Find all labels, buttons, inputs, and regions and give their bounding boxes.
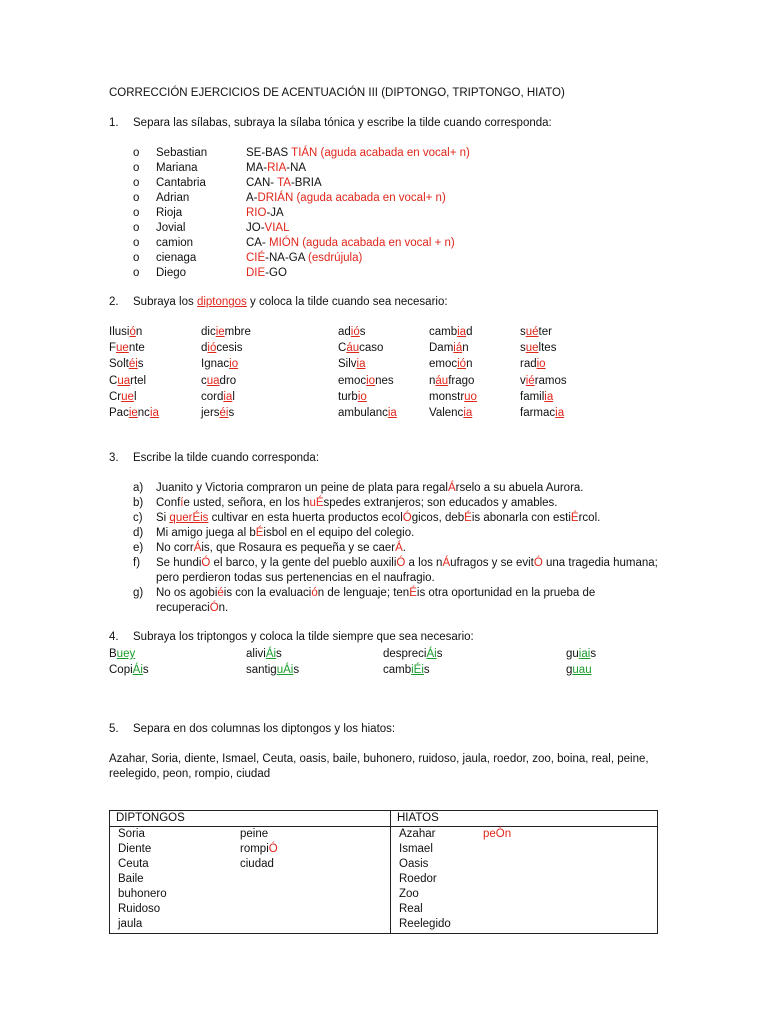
text-fragment: Valenc — [429, 407, 464, 419]
text-fragment: ciudad — [240, 858, 274, 870]
table-word: jaula — [118, 918, 143, 930]
table-word: Soria — [118, 828, 145, 840]
ex3-sentence — [156, 511, 600, 526]
ex2-word — [429, 341, 469, 356]
table-word: Ismael — [399, 843, 433, 855]
ex3-sentence — [156, 496, 558, 511]
ex1-syllables — [246, 176, 322, 191]
text-fragment: rad — [520, 358, 537, 371]
text-fragment: peine — [240, 828, 269, 840]
ex3-item-label: f) — [133, 557, 141, 569]
highlighted-fragment: Ái — [265, 648, 277, 660]
highlighted-fragment: uau — [572, 664, 592, 676]
highlighted-fragment: ue — [121, 390, 134, 403]
ex3-sentence — [156, 556, 658, 571]
ex1-word: Jovial — [156, 222, 186, 234]
highlighted-fragment: ia — [463, 407, 473, 419]
bullet-marker: o — [133, 237, 140, 249]
highlighted-fragment: ue — [116, 342, 129, 355]
highlighted-fragment: Ó — [268, 843, 278, 855]
ex2-word — [201, 406, 234, 421]
ex1-syllables — [246, 251, 362, 266]
ex4-word — [246, 647, 282, 662]
text-fragment: l — [232, 390, 235, 403]
text-fragment: pero perdieron todas sus pertenencias en el naufragio. — [156, 572, 435, 584]
highlighted-fragment: ió — [350, 326, 360, 338]
ex2-word — [520, 374, 567, 389]
text-fragment: s — [142, 664, 149, 676]
highlighted-fragment: uey — [116, 648, 136, 660]
text-fragment: isbol en el equipo del colegio. — [263, 527, 415, 539]
text-fragment: camb — [383, 664, 412, 676]
highlighted-fragment: TIÁN (aguda acabada en vocal+ n) — [291, 147, 470, 159]
ex1-syllables — [246, 266, 287, 281]
text-fragment: n — [466, 358, 473, 371]
ex3-sentence — [156, 541, 406, 556]
highlighted-fragment: peÓn — [483, 828, 512, 840]
ex2-word — [201, 357, 238, 372]
text-fragment: cord — [201, 390, 224, 403]
text-fragment: n — [462, 342, 469, 355]
highlighted-fragment: ia — [223, 390, 233, 403]
text-fragment: -NA — [286, 162, 307, 174]
text-fragment: jers — [201, 407, 220, 419]
ex2-word — [109, 325, 142, 340]
ex3-item-label: d) — [133, 527, 144, 539]
ex1-syllables — [246, 161, 306, 176]
ex2-word — [201, 374, 236, 389]
highlighted-fragment: éi — [219, 407, 229, 419]
table-word — [240, 857, 274, 872]
ex3-sentence — [156, 481, 583, 496]
text-fragment: ltes — [538, 342, 557, 355]
ex2-word — [338, 374, 394, 389]
text-fragment: s — [293, 664, 300, 676]
text-fragment: Juanito y Victoria compraron un peine de plata para regal — [156, 482, 448, 494]
text-fragment: s — [359, 326, 366, 338]
highlighted-fragment: ié — [525, 374, 535, 387]
ex2-word — [520, 406, 564, 421]
highlighted-fragment: É — [255, 527, 264, 539]
ex4-word — [109, 663, 149, 678]
text-fragment: SE-BAS — [246, 147, 292, 159]
bullet-marker: o — [133, 252, 140, 264]
text-fragment: is con la evaluaci — [223, 587, 312, 599]
ex4-word — [566, 663, 592, 678]
ex2-word — [338, 341, 383, 356]
highlighted-fragment: Ó — [201, 557, 211, 569]
text-fragment: Ilusi — [109, 326, 130, 338]
text-fragment: -JA — [266, 207, 284, 219]
ex2-word — [109, 390, 137, 405]
ex3-sentence — [156, 526, 414, 541]
ex2-word — [338, 390, 367, 405]
ex2-word — [109, 406, 159, 421]
text-fragment: n — [429, 374, 436, 387]
highlighted-fragment: Á — [447, 482, 456, 494]
bullet-marker: o — [133, 192, 140, 204]
ex1-word: camion — [156, 237, 194, 249]
text-fragment: rselo a su abuela Aurora. — [455, 482, 584, 494]
text-fragment: farmac — [520, 407, 556, 419]
ex3-item-label: c) — [133, 512, 143, 524]
table-word: Reelegido — [399, 918, 451, 930]
ex4-word — [383, 647, 442, 662]
highlighted-fragment: ie — [128, 407, 138, 419]
highlighted-fragment: iai — [578, 648, 591, 660]
highlighted-fragment: RIO — [246, 207, 267, 219]
table-word — [483, 827, 511, 842]
highlighted-fragment: uo — [464, 390, 477, 403]
text-fragment: -GO — [265, 267, 287, 279]
text-fragment: . — [402, 542, 406, 554]
text-fragment: spedes extranjeros; son educados y amables. — [323, 497, 558, 509]
ex5-words-line1: Azahar, Soria, diente, Ismael, Ceuta, oasis, baile, buhonero, ruidoso, jaula, roedor, zoo, boina, real, peine, — [109, 753, 649, 765]
text-fragment: Subraya los — [133, 296, 197, 308]
ex2-word — [338, 406, 397, 421]
table-word: Zoo — [399, 888, 419, 900]
highlighted-fragment: ia — [387, 407, 397, 419]
bullet-marker: o — [133, 207, 140, 219]
ex2-prompt — [133, 295, 448, 310]
text-fragment: emoc — [338, 374, 367, 387]
highlighted-fragment: Ó — [396, 557, 406, 569]
text-fragment: l — [133, 390, 137, 403]
highlighted-fragment: áu — [346, 342, 360, 355]
highlighted-fragment: MIÓN (aguda acabada en vocal + n) — [269, 237, 455, 249]
ex4-word — [109, 647, 135, 662]
ex3-sentence — [156, 571, 435, 586]
highlighted-fragment: VIAL — [264, 222, 290, 234]
ex2-word — [109, 374, 146, 389]
text-fragment: Ignac — [201, 358, 230, 371]
text-fragment: s — [137, 358, 144, 371]
text-fragment: CA- — [246, 237, 269, 249]
text-fragment: cultivar en esta huerta productos ecol — [208, 512, 403, 524]
ex4-word — [566, 647, 596, 662]
text-fragment: frago — [448, 374, 475, 387]
text-fragment: n — [135, 326, 143, 338]
text-fragment: s — [436, 648, 443, 660]
highlighted-fragment: Ó — [402, 512, 412, 524]
highlighted-fragment: ie — [215, 326, 225, 338]
diptongos-hiatos-table — [109, 810, 658, 934]
text-fragment: C — [109, 374, 118, 387]
table-word: Real — [399, 903, 423, 915]
text-fragment: despreci — [383, 648, 427, 660]
text-fragment: gu — [566, 648, 579, 660]
text-fragment: B — [109, 648, 117, 660]
text-fragment: Silv — [338, 358, 357, 371]
ex1-word: Sebastian — [156, 147, 208, 159]
text-fragment: ad — [338, 326, 351, 338]
text-fragment: Dam — [429, 342, 454, 355]
table-word — [240, 827, 268, 842]
ex2-word — [338, 357, 365, 372]
table-word — [240, 842, 278, 857]
ex2-word — [429, 325, 472, 340]
table-word: buhonero — [118, 888, 167, 900]
text-fragment: Si — [156, 512, 170, 524]
text-fragment: a los n — [405, 557, 443, 569]
table-word: Roedor — [399, 873, 437, 885]
ex3-number: 3. — [109, 452, 119, 464]
ex1-syllables — [246, 221, 289, 236]
ex1-prompt: Separa las sílabas, subraya la sílaba tónica y escribe la tilde cuando corresponda: — [133, 117, 552, 129]
highlighted-fragment: io — [536, 358, 546, 371]
highlighted-fragment: ió — [457, 358, 467, 371]
highlighted-fragment: iá — [453, 342, 463, 355]
ex4-word — [383, 663, 430, 678]
table-header-diptongos: DIPTONGOS — [110, 811, 391, 827]
highlighted-fragment: diptongos — [196, 296, 247, 308]
table-word: Ceuta — [118, 858, 149, 870]
text-fragment: recuperaci — [156, 602, 210, 614]
highlighted-fragment: éi — [128, 358, 138, 371]
text-fragment: cesis — [216, 342, 243, 355]
text-fragment: camb — [429, 326, 458, 338]
ex1-syllables — [246, 206, 284, 221]
highlighted-fragment: Ái — [132, 664, 143, 676]
text-fragment: No corr — [156, 542, 194, 554]
highlighted-fragment: ua — [117, 374, 131, 387]
text-fragment: ter — [538, 326, 552, 338]
text-fragment: Se hundi — [156, 557, 202, 569]
text-fragment: ufragos y se evit — [450, 557, 534, 569]
text-fragment: is, que Rosaura es pequeña y se caer — [201, 542, 396, 554]
text-fragment: A- — [246, 192, 258, 204]
ex3-item-label: e) — [133, 542, 144, 554]
ex2-word — [338, 325, 366, 340]
text-fragment: Cr — [109, 390, 122, 403]
highlighted-fragment: ua — [206, 374, 220, 387]
ex5-number: 5. — [109, 723, 119, 735]
highlighted-fragment: ué — [525, 326, 539, 338]
highlighted-fragment: Á — [442, 557, 451, 569]
highlighted-fragment: ia — [555, 407, 565, 419]
text-fragment: s — [228, 407, 235, 419]
highlighted-fragment: uÉ — [309, 497, 324, 509]
ex2-word — [520, 325, 552, 340]
highlighted-fragment: é — [217, 587, 224, 599]
text-fragment: Conf — [156, 497, 181, 509]
highlighted-fragment: ue — [525, 342, 539, 355]
highlighted-fragment: É — [464, 512, 472, 524]
ex1-syllables — [246, 191, 446, 206]
text-fragment: gicos, deb — [411, 512, 465, 524]
ex3-item-label: g) — [133, 587, 144, 599]
text-fragment: g — [566, 664, 573, 676]
highlighted-fragment: iÉi — [411, 664, 424, 676]
ex4-number: 4. — [109, 631, 119, 643]
hiatos-cell — [397, 827, 651, 933]
ex2-word — [520, 390, 553, 405]
text-fragment: dro — [219, 374, 237, 387]
text-fragment: famil — [520, 390, 545, 403]
text-fragment: c — [201, 374, 207, 387]
ex1-syllables — [246, 146, 470, 161]
text-fragment: d — [201, 342, 208, 355]
bullet-marker: o — [133, 147, 140, 159]
ex2-word — [429, 406, 472, 421]
highlighted-fragment: áu — [435, 374, 449, 387]
ex3-item-label: a) — [133, 482, 144, 494]
text-fragment: emoc — [429, 358, 458, 371]
ex2-word — [201, 390, 235, 405]
highlighted-fragment: DIE — [246, 267, 266, 279]
ex3-item-label: b) — [133, 497, 144, 509]
text-fragment: Pac — [109, 407, 129, 419]
ex2-word — [201, 341, 243, 356]
text-fragment: rcol. — [578, 512, 601, 524]
text-fragment: nes — [375, 374, 394, 387]
bullet-marker: o — [133, 222, 140, 234]
ex5-words-line2: reelegido, peon, rompio, ciudad — [109, 768, 271, 780]
text-fragment: dic — [201, 326, 216, 338]
highlighted-fragment: Á — [395, 542, 403, 554]
highlighted-fragment: É — [570, 512, 579, 524]
ex1-word: Adrian — [156, 192, 190, 204]
text-fragment: No os agobi — [156, 587, 218, 599]
ex1-word: Cantabria — [156, 177, 206, 189]
table-word: Diente — [118, 843, 152, 855]
text-fragment: ambulanc — [338, 407, 388, 419]
text-fragment: turb — [338, 390, 358, 403]
bullet-marker: o — [133, 267, 140, 279]
text-fragment: v — [520, 374, 526, 387]
highlighted-fragment: ó — [129, 326, 136, 338]
ex1-word: cienaga — [156, 252, 197, 264]
highlighted-fragment: uÁi — [276, 664, 294, 676]
ex2-word — [429, 374, 474, 389]
ex1-word: Rioja — [156, 207, 183, 219]
highlighted-fragment: Ái — [426, 648, 437, 660]
text-fragment: n. — [218, 602, 229, 614]
text-fragment: nc — [137, 407, 150, 419]
text-fragment: s — [423, 664, 430, 676]
text-fragment: e usted, señora, en los h — [183, 497, 310, 509]
ex1-word: Diego — [156, 267, 187, 279]
text-fragment: is otra oportunidad en la prueba de — [416, 587, 596, 599]
ex2-word — [520, 341, 556, 356]
ex2-word — [520, 357, 546, 372]
bullet-marker: o — [133, 162, 140, 174]
highlighted-fragment: RIA — [267, 162, 287, 174]
text-fragment: s — [590, 648, 597, 660]
text-fragment: F — [109, 342, 117, 355]
ex2-number: 2. — [109, 296, 119, 308]
highlighted-fragment: Ó — [209, 602, 219, 614]
text-fragment: el barco, y la gente del pueblo auxili — [210, 557, 397, 569]
text-fragment: mbre — [224, 326, 251, 338]
text-fragment: is abonarla con esti — [471, 512, 571, 524]
highlighted-fragment: É — [409, 587, 417, 599]
bullet-marker: o — [133, 177, 140, 189]
text-fragment: rompi — [240, 843, 269, 855]
highlighted-fragment: ia — [149, 407, 159, 419]
text-fragment: alivi — [246, 648, 266, 660]
text-fragment: Copi — [109, 664, 133, 676]
text-fragment: s — [520, 342, 526, 355]
table-word: Azahar — [399, 828, 436, 840]
text-fragment: ramos — [534, 374, 567, 387]
text-fragment: -BRIA — [290, 177, 322, 189]
highlighted-fragment: (esdrújula) — [307, 252, 363, 264]
highlighted-fragment: Ó — [533, 557, 543, 569]
highlighted-fragment: io — [229, 358, 239, 371]
table-header-hiatos: HIATOS — [391, 811, 658, 827]
ex5-prompt: Separa en dos columnas los diptongos y los hiatos: — [133, 723, 396, 735]
highlighted-fragment: TA — [277, 177, 291, 189]
highlighted-fragment: Á — [193, 542, 202, 554]
ex4-word — [246, 663, 299, 678]
text-fragment: Solt — [109, 358, 129, 371]
highlighted-fragment: querÉis — [169, 512, 209, 524]
table-word: Ruidoso — [118, 903, 161, 915]
text-fragment: una tragedia humana; — [542, 557, 658, 569]
highlighted-fragment: ia — [544, 390, 554, 403]
text-fragment: nte — [128, 342, 145, 355]
ex2-word — [109, 357, 144, 372]
highlighted-fragment: io — [366, 374, 376, 387]
text-fragment: d — [466, 326, 473, 338]
text-fragment: Mi amigo juega al b — [156, 527, 256, 539]
highlighted-fragment: io — [357, 390, 367, 403]
text-fragment: MA- — [246, 162, 268, 174]
document-title: CORRECCIÓN EJERCICIOS DE ACENTUACIÓN III (DIPTONGO, TRIPTONGO, HIATO) — [109, 87, 565, 99]
ex2-word — [429, 390, 477, 405]
text-fragment: C — [338, 342, 347, 355]
ex2-word — [109, 341, 145, 356]
text-fragment: y coloca la tilde cuando sea necesario: — [246, 296, 448, 308]
diptongos-cell — [116, 827, 384, 933]
ex3-sentence — [156, 601, 228, 616]
text-fragment: rtel — [130, 374, 147, 387]
text-fragment: -NA-GA — [265, 252, 308, 264]
table-word: Oasis — [399, 858, 429, 870]
highlighted-fragment: ió — [207, 342, 217, 355]
highlighted-fragment: í — [180, 497, 184, 509]
text-fragment: CAN- — [246, 177, 278, 189]
text-fragment: s — [520, 326, 526, 338]
ex1-word: Mariana — [156, 162, 198, 174]
text-fragment: JO- — [246, 222, 265, 234]
highlighted-fragment: DRIÁN (aguda acabada en vocal+ n) — [257, 192, 446, 204]
ex3-prompt: Escribe la tilde cuando corresponda: — [133, 452, 320, 464]
ex1-number: 1. — [109, 117, 119, 129]
text-fragment: monstr — [429, 390, 465, 403]
ex2-word — [201, 325, 251, 340]
text-fragment: caso — [359, 342, 384, 355]
text-fragment: santig — [246, 664, 277, 676]
table-word: Baile — [118, 873, 144, 885]
highlighted-fragment: CIÉ — [246, 252, 266, 264]
text-fragment: n de lenguaje; ten — [317, 587, 410, 599]
highlighted-fragment: ia — [356, 358, 366, 371]
highlighted-fragment: ó — [311, 587, 318, 599]
ex2-word — [429, 357, 472, 372]
highlighted-fragment: ia — [457, 326, 467, 338]
text-fragment: s — [276, 648, 282, 660]
ex1-syllables — [246, 236, 455, 251]
ex4-prompt: Subraya los triptongos y coloca la tilde siempre que sea necesario: — [133, 631, 474, 643]
ex3-sentence — [156, 586, 595, 601]
